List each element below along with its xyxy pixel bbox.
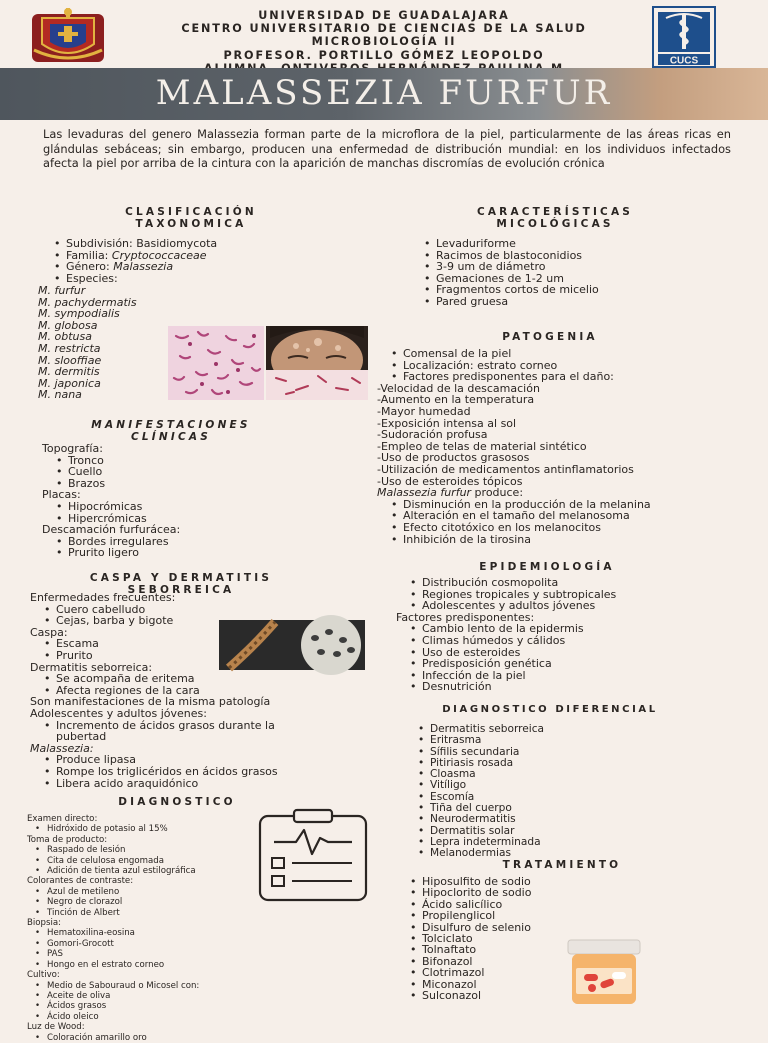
list-item: Enfermedades frecuentes: — [30, 591, 176, 604]
list-item: • Eritrasma — [430, 735, 630, 746]
clasificacion-title-line1: CLASIFICACIÓN — [125, 206, 257, 218]
list-item: • Regiones tropicales y subtropicales — [396, 589, 736, 601]
list-item: • Tinción de Albert — [27, 908, 257, 918]
caracteristicas-title-line2: MICOLÓGICAS — [496, 217, 614, 230]
list-item: • Vitíligo — [430, 780, 630, 791]
list-item: Descamación furfurácea: — [42, 523, 181, 537]
list-item: • Gemaciones de 1-2 um — [436, 273, 696, 285]
university-crest-logo — [30, 6, 106, 64]
list-item: • Prurito ligero — [42, 547, 292, 559]
especie-item: M. obtusa — [38, 330, 92, 344]
especies-list — [38, 285, 168, 401]
list-item: • Alteración en el tamaño del melanosoma — [377, 510, 747, 522]
list-item: • Familia: Cryptococcaceae — [66, 250, 286, 262]
list-item: -Empleo de telas de material sintético — [377, 439, 587, 453]
list-item: • Pared gruesa — [436, 296, 696, 308]
list-item: • Especies: — [66, 273, 286, 285]
intro-paragraph: Las levaduras del genero Malassezia forman parte de la microflora de la piel, particularmente de las áreas ricas en glándulas sebáceas; sin embargo, producen una enfermedad de distribución mundial: en los individuos infectados afecta la piel por arriba de la cintura con la aparición de manchas discromías de evolución crónica — [43, 127, 731, 171]
list-item: • Afecta regiones de la cara — [30, 685, 336, 697]
list-item: • Distribución cosmopolita — [396, 577, 736, 589]
list-item: • Ácido oleico — [27, 1012, 257, 1022]
diferencial-list — [430, 724, 630, 860]
hair-spores-image — [219, 620, 365, 670]
patogenia-title: PATOGENIA — [502, 331, 598, 343]
list-item: • Hipercrómicas — [42, 513, 292, 525]
list-item: Placas: — [42, 488, 81, 502]
list-item: • Factores predisponentes para el daño: — [377, 371, 747, 383]
header-line-course: MICROBIOLOGÍA II — [311, 35, 457, 49]
list-item: • Produce lipasa — [30, 754, 336, 766]
list-item: • Adición de tienta azul estilográfica — [27, 866, 257, 876]
list-item: • 3-9 um de diámetro — [436, 261, 696, 273]
list-item: -Utilización de medicamentos antinflamatorios — [377, 462, 634, 476]
list-item: Luz de Wood: — [27, 1022, 85, 1033]
patient-face-image — [266, 326, 368, 370]
list-item: • Efecto citotóxico en los melanocitos — [377, 522, 747, 534]
list-item: • Neurodermatitis — [430, 814, 630, 825]
list-item: Malassezia: — [30, 741, 94, 755]
header-line-professor: PROFESOR. PORTILLO GÓMEZ LEOPOLDO — [223, 48, 545, 62]
list-item: • Cambio lento de la epidermis — [396, 623, 736, 635]
list-item: • Predisposición genética — [396, 658, 736, 670]
header-line-center: CENTRO UNIVERSITARIO DE CIENCIAS DE LA SALUD — [181, 22, 587, 36]
list-item: • Localización: estrato corneo — [377, 360, 747, 372]
list-item: Examen directo: — [27, 814, 98, 824]
clasificacion-title — [96, 207, 286, 230]
list-item: • Azul de metileno — [27, 887, 257, 897]
list-item: • Adolescentes y adultos jóvenes — [396, 600, 736, 612]
clipboard-icon — [256, 808, 370, 902]
list-item: • Cita de celulosa engomada — [27, 856, 257, 866]
list-item: • Tronco — [42, 455, 292, 467]
list-item: • Prurito — [30, 650, 336, 662]
list-item: • Hiposulfito de sodio — [422, 876, 602, 887]
list-item: • Levaduriforme — [436, 238, 696, 250]
diagnostico-title: DIAGNOSTICO — [118, 796, 236, 808]
epidemiologia-list — [396, 577, 736, 693]
tratamiento-title: TRATAMIENTO — [502, 859, 622, 871]
manifestaciones-title — [66, 420, 276, 443]
manifestaciones-title-line1: MANIFESTACIONES — [91, 419, 251, 431]
list-item: Toma de producto: — [27, 834, 108, 845]
epidemiologia-title: EPIDEMIOLOGÍA — [479, 561, 615, 573]
list-item: • Dermatitis seborreica — [430, 724, 630, 735]
list-item: • Hematoxilina-eosina — [27, 928, 257, 938]
list-item: • Hidróxido de potasio al 15% — [27, 824, 257, 834]
list-item: -Velocidad de la descamación — [377, 381, 540, 395]
header-line-university: UNIVERSIDAD DE GUADALAJARA — [258, 9, 510, 22]
especie-item: M. restricta — [38, 341, 101, 355]
list-item: • Raspado de lesión — [27, 845, 257, 855]
list-item: • Disulfuro de selenio — [422, 922, 602, 933]
list-item: • Hipoclorito de sodio — [422, 887, 602, 898]
microscopy-image — [168, 326, 264, 400]
caspa-title-line1: CASPA Y DERMATITIS — [89, 572, 273, 584]
list-item: Son manifestaciones de la misma patología — [30, 695, 271, 709]
caracteristicas-title — [440, 207, 670, 230]
cucs-logo-text: CUCS — [669, 55, 699, 67]
poster-title: MALASSEZIA FURFUR — [155, 73, 613, 113]
list-item: • Melanodermias — [430, 848, 630, 859]
list-item: • Uso de esteroides — [396, 647, 736, 659]
list-item: • Desnutrición — [396, 681, 736, 693]
caracteristicas-title-line1: CARACTERÍSTICAS — [476, 206, 634, 218]
clasificacion-list — [66, 238, 286, 284]
list-item: • Ácido salicílico — [422, 899, 602, 910]
list-item: • Lepra indeterminada — [430, 837, 630, 848]
list-item: • Comensal de la piel — [377, 348, 747, 360]
manifestaciones-title-line2: CLÍNICAS — [131, 430, 211, 443]
list-item: • Coloración amarillo oro — [27, 1033, 257, 1043]
list-item: Malassezia furfur produce: — [377, 486, 524, 500]
list-item: • Clotrimazol — [422, 967, 602, 978]
list-item: • Tolnaftato — [422, 944, 602, 955]
list-item: -Aumento en la temperatura — [377, 393, 535, 407]
list-item: • Disminución en la producción de la melanina — [377, 499, 747, 511]
list-item: • Libera acido araquidónico — [30, 778, 336, 790]
especie-item: M. furfur — [38, 284, 86, 297]
list-item: Factores predisponentes: — [396, 610, 535, 624]
list-item: • Cuero cabelludo — [30, 604, 336, 616]
list-item: • Se acompaña de eritema — [30, 673, 336, 685]
list-item: • Escomía — [430, 792, 630, 803]
list-item: • PAS — [27, 949, 257, 959]
list-item: • Cejas, barba y bigote — [30, 615, 336, 627]
diferencial-title: DIAGNOSTICO DIFERENCIAL — [442, 704, 658, 715]
list-item: • Dermatitis solar — [430, 826, 630, 837]
list-item: Colorantes de contraste: — [27, 876, 134, 887]
list-item: • Fragmentos cortos de micelio — [436, 284, 696, 296]
list-item: • Aceite de oliva — [27, 991, 257, 1001]
manifestaciones-list — [42, 443, 292, 559]
header-lines — [110, 9, 658, 75]
list-item: • Propilenglicol — [422, 910, 602, 921]
list-item: • Climas húmedos y cálidos — [396, 635, 736, 647]
list-item: Adolescentes y adultos jóvenes: — [30, 706, 207, 720]
list-item: • Sulconazol — [422, 990, 602, 1001]
list-item: Topografía: — [42, 442, 103, 455]
list-item: Cultivo: — [27, 970, 60, 981]
especie-item: M. nana — [38, 388, 82, 402]
caracteristicas-list — [436, 238, 696, 308]
list-item: • Miconazol — [422, 979, 602, 990]
list-item: • Cuello — [42, 466, 292, 478]
caspa-title-line2: SEBORREICA — [127, 583, 235, 596]
pill-bottle-icon — [562, 938, 646, 1008]
especie-item: M. pachydermatis — [38, 295, 137, 309]
stained-slide-image — [266, 370, 368, 400]
list-item: • Bifonazol — [422, 956, 602, 967]
list-item: -Exposición intensa al sol — [377, 416, 517, 430]
list-item: Caspa: — [30, 625, 68, 639]
list-item: • Tolciclato — [422, 933, 602, 944]
diagnostico-list — [27, 814, 257, 1043]
clasificacion-title-line2: TAXONOMICA — [135, 217, 247, 230]
list-item: • Incremento de ácidos grasos durante la — [30, 720, 336, 732]
list-item: • Inhibición de la tirosina — [377, 534, 747, 546]
list-item: Biopsia: — [27, 918, 62, 929]
especie-item: M. dermitis — [38, 365, 100, 379]
list-item: -Uso de esteroides tópicos — [377, 474, 523, 488]
list-item: • Ácidos grasos — [27, 1001, 257, 1011]
cucs-logo — [652, 6, 716, 68]
list-item: • Medio de Sabouraud o Micosel con: — [27, 981, 257, 991]
list-item: pubertad — [56, 730, 107, 744]
list-item: • Brazos — [42, 478, 292, 490]
list-item: • Infección de la piel — [396, 670, 736, 682]
especie-item: M. slooffiae — [38, 353, 102, 367]
list-item: • Tiña del cuerpo — [430, 803, 630, 814]
list-item: -Sudoración profusa — [377, 428, 488, 442]
list-item: • Género: Malassezia — [66, 261, 286, 273]
list-item: • Hipocrómicas — [42, 501, 292, 513]
list-item: • Racimos de blastoconidios — [436, 250, 696, 262]
list-item: -Mayor humedad — [377, 404, 471, 418]
patogenia-list — [377, 348, 747, 545]
especie-item: M. sympodialis — [38, 307, 120, 321]
list-item: • Subdivisión: Basidiomycota — [66, 238, 286, 250]
especie-item: M. globosa — [38, 318, 98, 332]
list-item: • Pitiriasis rosada — [430, 758, 630, 769]
list-item: Dermatitis seborreica: — [30, 660, 153, 674]
list-item: -Uso de productos grasosos — [377, 451, 530, 465]
especie-item: M. japonica — [38, 376, 101, 390]
list-item: • Negro de clorazol — [27, 897, 257, 907]
list-item: • Hongo en el estrato corneo — [27, 960, 257, 970]
list-item: • Gomori-Grocott — [27, 939, 257, 949]
list-item: • Sífilis secundaria — [430, 747, 630, 758]
list-item: • Rompe los triglicéridos en ácidos grasos — [30, 766, 336, 778]
list-item: • Bordes irregulares — [42, 536, 292, 548]
list-item: • Cloasma — [430, 769, 630, 780]
list-item: • Escama — [30, 638, 336, 650]
